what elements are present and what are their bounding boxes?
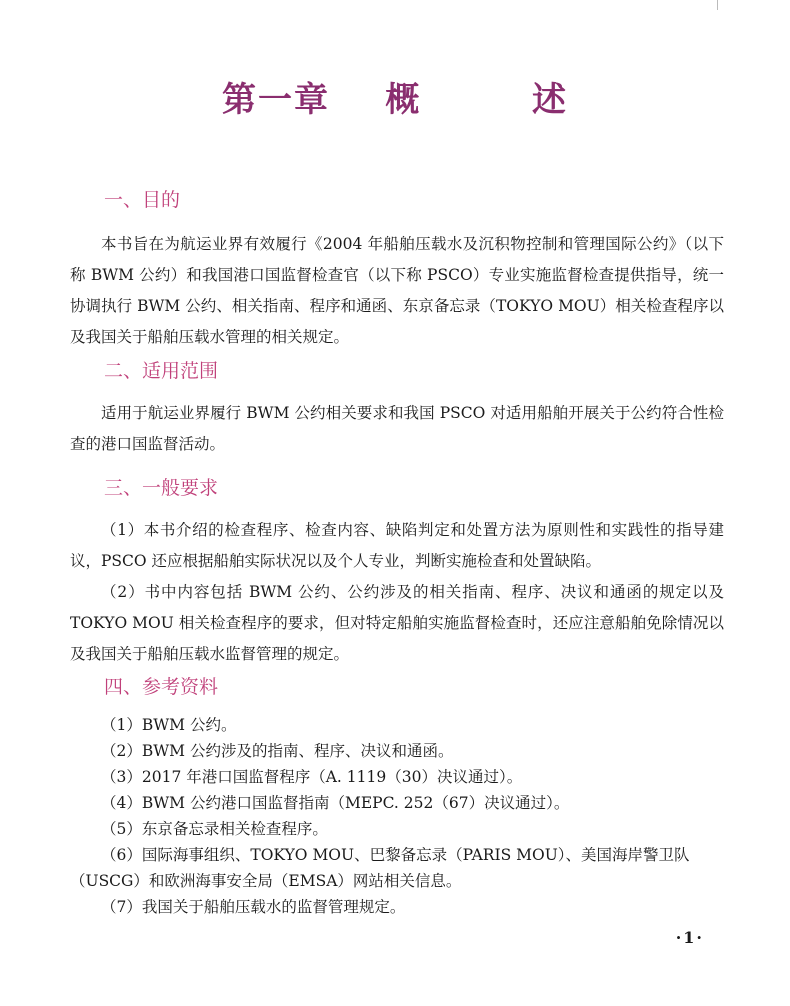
paragraph-requirement-2: （2）书中内容包括 BWM 公约、公约涉及的相关指南、程序、决议和通函的规定以及 TOKYO MOU 相关检查程序的要求，但对特定船舶实施监督检查时，还应注意船舶免除情况以及我国关于船舶压载水监督管理的规定。 bbox=[70, 583, 724, 663]
section-heading-purpose: 一、目的 bbox=[104, 189, 181, 211]
list-item: （4）BWM 公约港口国监督指南（MEPC. 252（67）决议通过）。 bbox=[101, 794, 570, 812]
paragraph-scope: 适用于航运业界履行 BWM 公约相关要求和我国 PSCO 对适用船舶开展关于公约符合性检查的港口国监督活动。 bbox=[70, 404, 724, 453]
list-item: （3）2017 年港口国监督程序（A. 1119（30）决议通过）。 bbox=[101, 768, 523, 786]
list-item: （2）BWM 公约涉及的指南、程序、决议和通函。 bbox=[101, 742, 454, 760]
reference-list bbox=[70, 712, 730, 920]
list-item: （5）东京备忘录相关检查程序。 bbox=[101, 820, 328, 838]
list-item: （7）我国关于船舶压载水的监督管理规定。 bbox=[101, 898, 406, 916]
section-heading-references: 四、参考资料 bbox=[104, 676, 219, 698]
paragraph-purpose: 本书旨在为航运业界有效履行《2004 年船舶压载水及沉积物控制和管理国际公约》（以下称 BWM 公约）和我国港口国监督检查官（以下称 PSCO）专业实施监督检查提供指导，统一协调执行 BWM 公约、相关指南、程序和通函、东京备忘录（TOKYO MOU）相关检查程序以及我国关于船舶压载水管理的相关规定。 bbox=[70, 235, 724, 346]
section-heading-general-requirements: 三、一般要求 bbox=[104, 477, 219, 499]
chapter-title: 第一章 概 述 bbox=[221, 80, 569, 120]
paragraph-requirement-1: （1）本书介绍的检查程序、检查内容、缺陷判定和处置方法为原则性和实践性的指导建议，PSCO 还应根据船舶实际状况以及个人专业，判断实施检查和处置缺陷。 bbox=[70, 521, 724, 570]
crop-mark bbox=[717, 0, 718, 10]
list-item: （1）BWM 公约。 bbox=[101, 716, 237, 734]
page-number: ·1· bbox=[675, 928, 704, 947]
section-heading-scope: 二、适用范围 bbox=[104, 360, 219, 382]
list-item: （6）国际海事组织、TOKYO MOU、巴黎备忘录（PARIS MOU）、美国海岸警卫队（USCG）和欧洲海事安全局（EMSA）网站相关信息。 bbox=[70, 846, 690, 890]
